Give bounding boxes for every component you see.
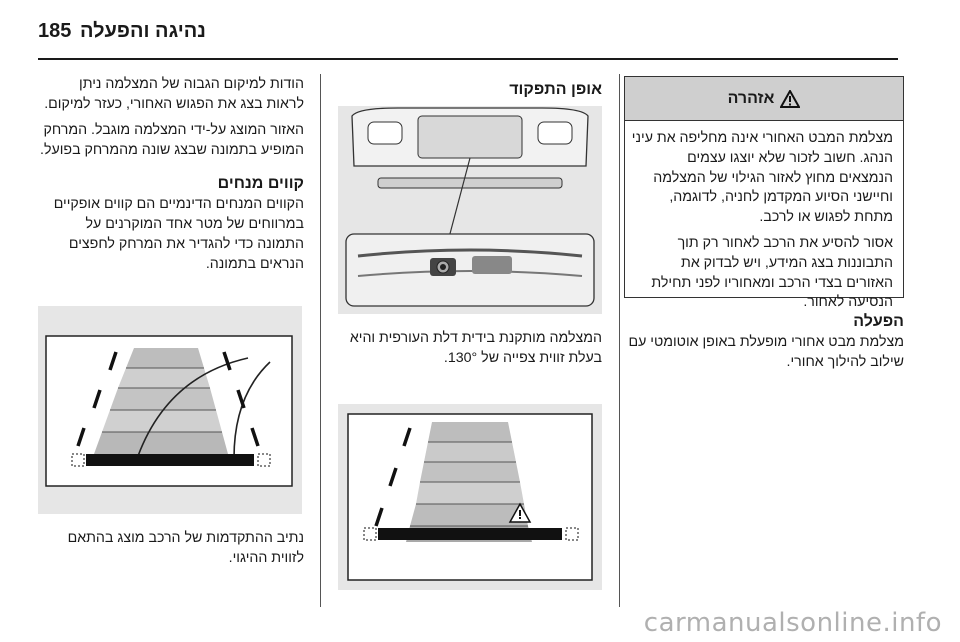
column-divider-left — [320, 74, 321, 607]
operation-heading: אופן התפקוד — [509, 81, 602, 98]
activation-text: מצלמת מבט אחורי מופעלת באופן אוטומטי עם שילוב להילוך אחורי. — [628, 334, 904, 370]
activation-section — [624, 312, 904, 372]
dynamic-guidelines-illustration — [38, 306, 302, 514]
guidelines-text: הקווים המנחים הדינמיים הם קווים אופקיים במרווחים של מטר אחד המוקרנים על התמונה כדי להגדיר את המרחק לחפצים הנראים בתמונה. — [53, 196, 304, 272]
section-title: נהיגה והפעלה — [80, 20, 206, 42]
warning-title: אזהרה — [727, 89, 775, 107]
left-column-text — [38, 74, 304, 274]
watermark: carmanualsonline.info — [643, 608, 942, 638]
column-divider-right — [619, 74, 620, 607]
warning-header — [625, 77, 903, 121]
header-divider — [38, 58, 898, 60]
limited-area-text: האזור המוצג על-ידי המצלמה מוגבל. המרחק המופיע בתמונה שבצג שונה מהמרחק בפועל. — [40, 122, 304, 158]
warning-box — [624, 76, 904, 311]
warning-paragraph-2: אסור להסיע את הרכב לאחור רק תוך התבוננות בצג המידע, ויש לבדוק את האזורים בצדי הרכב ומאחוריו לפני תחילת הנסיעה לאחור. — [651, 234, 893, 311]
warning-paragraph-1: מצלמת המבט האחורי אינה מחליפה את עיני הנהג. חשוב לזכור שלא יוצגו עצמים הנמצאים מחוץ לאזור הגילוי של המצלמה וחיישני הסיוע המקדמן לחניה, לדוגמה, מתחת לפגוש או לרכב. — [631, 130, 893, 226]
camera-location-illustration — [338, 106, 602, 314]
bumper-visibility-text: הודות למיקום הגבוה של המצלמה ניתן לראות בצג את הפגוש האחורי, כעזר למיקום. — [44, 76, 304, 112]
activation-heading: הפעלה — [853, 313, 904, 330]
guidelines-heading: קווים מנחים — [217, 175, 304, 192]
warning-triangle-icon — [780, 90, 800, 108]
guideline-display-illustration — [338, 404, 602, 590]
camera-caption: המצלמה מותקנת בידית דלת העורפית והיא בעלת זווית צפייה של 130°. — [349, 330, 602, 366]
page-number: 185 — [38, 20, 72, 42]
trajectory-caption: נתיב ההתקדמות של הרכב מוצג בהתאם לזווית ההיגוי. — [67, 530, 304, 566]
